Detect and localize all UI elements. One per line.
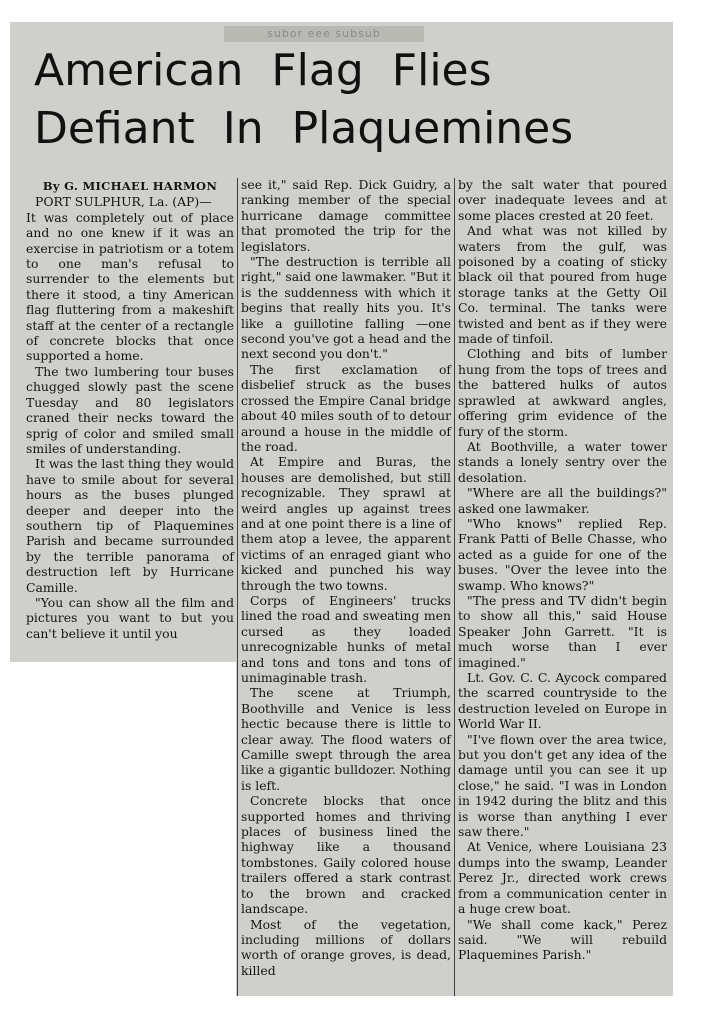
paragraph: Lt. Gov. C. C. Aycock compared the scarred countryside to the destruction leveled on Europe in World War II. bbox=[458, 670, 667, 732]
column-2 bbox=[241, 177, 451, 978]
paragraph: At Boothville, a water tower stands a lonely sentry over the desolation. bbox=[458, 438, 667, 485]
paragraph: Corps of Engineers' trucks lined the road and sweating men cursed as they loaded unrecognizable hunks of metal and tons and tons and tons of unimaginable trash. bbox=[241, 592, 451, 685]
column-1 bbox=[26, 179, 234, 641]
paragraph: by the salt water that poured over inadequate levees and at some places crested at 20 feet. bbox=[458, 177, 667, 223]
paragraph: Clothing and bits of lumber hung from the tops of trees and the battered hulks of autos sprawled at awkward angles, offering grim evidence of the fury of the storm. bbox=[458, 346, 667, 439]
paragraph: Concrete blocks that once supported homes and thriving places of business lined the highway like a thousand tombstones. Gaily colored house trailers offered a stark contrast to the brown and cracked landscape. bbox=[241, 793, 451, 917]
paragraph: It was completely out of place and no one knew if it was an exercise in patriotism or a totem to one man's refusal to surrender to the elements but there it stood, a tiny American flag fluttering from a makeshift staff at the center of a rectangle of concrete blocks that once supported a home. bbox=[26, 209, 234, 364]
paragraph: "The destruction is terrible all right," said one lawmaker. "But it is the suddenness with which it begins that really hits you. It's like a guillotine falling —one second you've got a head and the next second you don't." bbox=[241, 254, 451, 362]
paragraph: "We shall come kack," Perez said. "We will rebuild Plaquemines Parish." bbox=[458, 916, 667, 963]
headline-line-2: Defiant In Plaquemines bbox=[34, 103, 574, 154]
column-rule-2 bbox=[454, 178, 455, 996]
paragraph: The first exclamation of disbelief struck as the buses crossed the Empire Canal bridge about 40 miles south of to detour around a house in the middle of the road. bbox=[241, 361, 451, 454]
column-rule-1 bbox=[237, 178, 238, 996]
paragraph: "Who knows" replied Rep. Frank Patti of Belle Chasse, who acted as a guide for one of the buses. "Over the levee into the swamp. Who knows?" bbox=[458, 515, 667, 593]
paragraph: The two lumbering tour buses chugged slowly past the scene Tuesday and 80 legislators craned their necks toward the sprig of color and smiled small smiles of understanding. bbox=[26, 363, 234, 456]
paragraph: "I've flown over the area twice, but you don't get any idea of the damage until you can see it up close," he said. "I was in London in 1942 during the blitz and this is worse than anything I ever saw there." bbox=[458, 731, 667, 840]
paragraph: "You can show all the film and pictures you want to but you can't believe it until you bbox=[26, 594, 234, 641]
partial-header-remnant: subor eee subsub bbox=[224, 26, 424, 42]
paragraph: It was the last thing they would have to smile about for several hours as the buses plunged deeper and deeper into the southern tip of Plaquemines Parish and became surrounded by the terrible panorama of destruction left by Hurricane Camille. bbox=[26, 456, 234, 595]
column-3 bbox=[458, 177, 667, 963]
paragraph: At Venice, where Louisiana 23 dumps into the swamp, Leander Perez Jr., directed work crews from a communication center in a huge crew boat. bbox=[458, 839, 667, 917]
paragraph: "Where are all the buildings?" asked one lawmaker. bbox=[458, 485, 667, 516]
headline bbox=[34, 42, 664, 158]
dateline: PORT SULPHUR, La. (AP)— bbox=[35, 194, 212, 210]
paragraph: At Empire and Buras, the houses are demolished, but still recognizable. They sprawl at weird angles up against trees and at one point there is a line of them atop a levee, the apparent victims of an enraged giant who kicked and punched his way through the two towns. bbox=[241, 454, 451, 593]
paragraph: The scene at Triumph, Boothville and Venice is less hectic because there is little to clear away. The flood waters of Camille swept through the area like a gigantic bulldozer. Nothing is left. bbox=[241, 685, 451, 793]
paragraph: see it," said Rep. Dick Guidry, a ranking member of the special hurricane damage committee that promoted the trip for the legislators. bbox=[241, 177, 451, 254]
paragraph: And what was not killed by waters from the gulf, was poisoned by a coating of sticky black oil that poured from huge storage tanks at the Getty Oil Co. terminal. The tanks were twisted and bent as if they were made of tinfoil. bbox=[458, 223, 667, 347]
paragraph: "The press and TV didn't begin to show all this," said House Speaker John Garrett. "It is much worse than I ever imagined." bbox=[458, 592, 667, 670]
headline-line-1: American Flag Flies bbox=[34, 45, 492, 96]
paragraph: Most of the vegetation, including millions of dollars worth of orange groves, is dead, killed bbox=[241, 916, 451, 978]
byline: By G. MICHAEL HARMON bbox=[42, 179, 218, 193]
